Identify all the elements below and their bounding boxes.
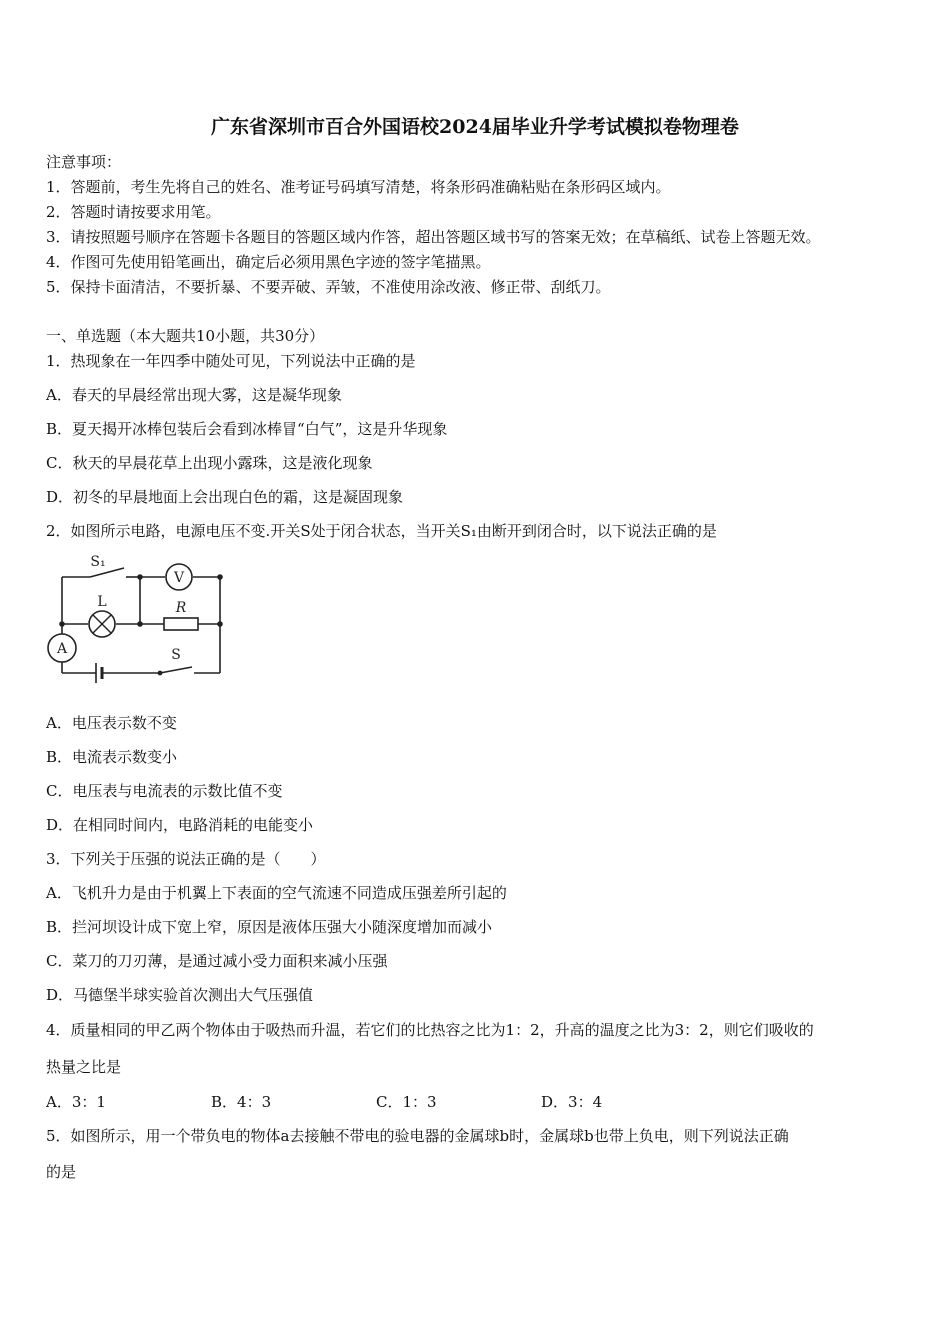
q3-stem: 3．下列关于压强的说法正确的是（ ） bbox=[46, 850, 326, 868]
switch-s-icon bbox=[160, 667, 192, 673]
section-heading: 一、单选题（本大题共10小题，共30分） bbox=[46, 327, 325, 345]
q1-stem: 1．热现象在一年四季中随处可见，下列说法中正确的是 bbox=[46, 352, 416, 370]
notes-item: 2．答题时请按要求用笔。 bbox=[46, 203, 221, 221]
notes-item: 3．请按照题号顺序在答题卡各题目的答题区域内作答，超出答题区域书写的答案无效；在草稿纸、试卷上答题无效。 bbox=[46, 228, 821, 246]
voltmeter-label: V bbox=[173, 570, 185, 586]
q2-option-d: D．在相同时间内，电路消耗的电能变小 bbox=[46, 816, 314, 834]
resistor-icon bbox=[164, 618, 198, 630]
notes-item: 5．保持卡面清洁，不要折暴、不要弄破、弄皱，不准使用涂改液、修正带、刮纸刀。 bbox=[46, 278, 611, 296]
q4-option-a: A．3：1 bbox=[46, 1093, 106, 1111]
resistor-label: R bbox=[175, 600, 187, 616]
notes-item: 1．答题前，考生先将自己的姓名、准考证号码填写清楚，将条形码准确粘贴在条形码区域内。 bbox=[46, 178, 671, 196]
q3-option-a: A．飞机升力是由于机翼上下表面的空气流速不同造成压强差所引起的 bbox=[46, 884, 507, 902]
q5-stem: 5．如图所示，用一个带负电的物体a去接触不带电的验电器的金属球b时，金属球b也带上负电，则下列说法正确 bbox=[46, 1127, 789, 1145]
q1-option-c: C．秋天的早晨花草上出现小露珠，这是液化现象 bbox=[46, 454, 373, 472]
q4-stem-continued: 热量之比是 bbox=[46, 1058, 122, 1076]
ammeter-label: A bbox=[56, 641, 68, 657]
lamp-label: L bbox=[97, 594, 107, 610]
circuit-diagram bbox=[40, 550, 240, 695]
q2-option-b: B．电流表示数变小 bbox=[46, 748, 178, 766]
q3-option-c: C．菜刀的刀刃薄，是通过减小受力面积来减小压强 bbox=[46, 952, 388, 970]
q3-option-d: D．马德堡半球实验首次测出大气压强值 bbox=[46, 986, 314, 1004]
q4-stem: 4．质量相同的甲乙两个物体由于吸热而升温，若它们的比热容之比为1：2，升高的温度之比为3：2，则它们吸收的 bbox=[46, 1021, 814, 1039]
q2-stem: 2．如图所示电路，电源电压不变.开关S处于闭合状态，当开关S₁由断开到闭合时，以下说法正确的是 bbox=[46, 522, 717, 540]
notes-heading: 注意事项： bbox=[46, 153, 122, 171]
q2-option-c: C．电压表与电流表的示数比值不变 bbox=[46, 782, 283, 800]
q1-option-a: A．春天的早晨经常出现大雾，这是凝华现象 bbox=[46, 386, 342, 404]
switch-s1-label: S₁ bbox=[90, 554, 106, 570]
switch-s-label: S bbox=[171, 647, 181, 663]
q4-option-c: C．1：3 bbox=[376, 1093, 437, 1111]
q1-option-d: D．初冬的早晨地面上会出现白色的霜，这是凝固现象 bbox=[46, 488, 404, 506]
q5-stem-continued: 的是 bbox=[46, 1163, 77, 1181]
q1-option-b: B．夏天揭开冰棒包装后会看到冰棒冒“白气”，这是升华现象 bbox=[46, 420, 448, 438]
q4-option-d: D．3：4 bbox=[541, 1093, 603, 1111]
q3-option-b: B．拦河坝设计成下宽上窄，原因是液体压强大小随深度增加而减小 bbox=[46, 918, 493, 936]
q4-option-b: B．4：3 bbox=[211, 1093, 272, 1111]
notes-item: 4．作图可先使用铅笔画出，确定后必须用黑色字迹的签字笔描黑。 bbox=[46, 253, 491, 271]
page-title: 广东省深圳市百合外国语校2024届毕业升学考试模拟卷物理卷 bbox=[211, 116, 739, 138]
q2-option-a: A．电压表示数不变 bbox=[46, 714, 177, 732]
